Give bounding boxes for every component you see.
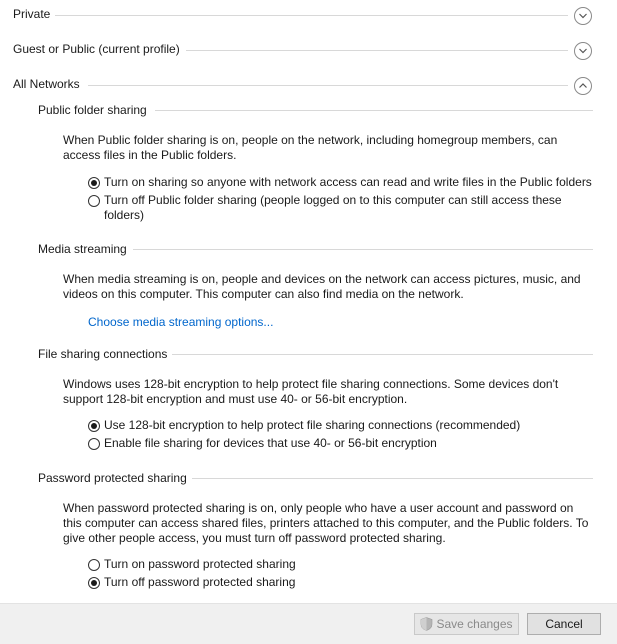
divider [88, 85, 568, 86]
public-folder-sharing-title: Public folder sharing [38, 103, 147, 117]
divider [133, 249, 593, 250]
section-guest-public-label[interactable]: Guest or Public (current profile) [13, 42, 180, 56]
chevron-down-icon[interactable] [574, 42, 592, 60]
radio-label: Turn on sharing so anyone with network access can read and write files in the Public folders [104, 175, 592, 189]
divider [186, 50, 568, 51]
file-sharing-description: Windows uses 128-bit encryption to help protect file sharing connections. Some devices don't support 128-bit encryption and must use 40- or 56-bit encryption. [63, 377, 559, 406]
file-sharing-connections-title: File sharing connections [38, 347, 168, 361]
encryption-40-56-radio[interactable] [88, 436, 593, 451]
password-sharing-on-radio[interactable] [88, 557, 593, 572]
radio-button[interactable] [88, 577, 100, 589]
radio-button[interactable] [88, 195, 100, 207]
chevron-down-icon[interactable] [574, 7, 592, 25]
public-folder-on-radio[interactable] [88, 175, 593, 190]
radio-label: Turn on password protected sharing [104, 557, 296, 571]
radio-button[interactable] [88, 559, 100, 571]
uac-shield-icon [420, 617, 433, 631]
media-streaming-title: Media streaming [38, 242, 127, 256]
radio-button[interactable] [88, 420, 100, 432]
media-streaming-options-link[interactable]: Choose media streaming options... [88, 315, 274, 329]
divider [155, 110, 593, 111]
radio-label: Enable file sharing for devices that use 40- or 56-bit encryption [104, 436, 437, 450]
public-folder-description: When Public folder sharing is on, people on the network, including homegroup members, can access files in the Public folders. [63, 133, 558, 162]
footer-bar [0, 603, 617, 644]
password-sharing-description: When password protected sharing is on, only people who have a user account and password on this computer can access shared files, printers attached to this computer, and the Public folders. To give other people access, you must turn off password protected sharing. [63, 501, 589, 545]
divider [172, 354, 593, 355]
encryption-128-radio[interactable] [88, 418, 593, 433]
radio-button[interactable] [88, 438, 100, 450]
media-streaming-description: When media streaming is on, people and devices on the network can access pictures, music, and videos on this computer. This computer can also find media on the network. [63, 272, 581, 301]
public-folder-off-radio[interactable] [88, 193, 588, 223]
save-changes-label: Save changes [436, 617, 513, 631]
radio-button[interactable] [88, 177, 100, 189]
save-changes-button[interactable] [414, 613, 519, 635]
divider [192, 478, 593, 479]
password-sharing-off-radio[interactable] [88, 575, 593, 590]
chevron-up-icon[interactable] [574, 77, 592, 95]
cancel-button[interactable] [527, 613, 601, 635]
password-protected-sharing-title: Password protected sharing [38, 471, 187, 485]
section-private-label[interactable]: Private [13, 7, 51, 21]
radio-label: Turn off password protected sharing [104, 575, 296, 589]
section-all-networks-label[interactable]: All Networks [13, 77, 80, 91]
divider [55, 15, 568, 16]
radio-label: Turn off Public folder sharing (people logged on to this computer can still access these folders) [104, 193, 562, 222]
cancel-label: Cancel [545, 617, 583, 631]
radio-label: Use 128-bit encryption to help protect file sharing connections (recommended) [104, 418, 521, 432]
